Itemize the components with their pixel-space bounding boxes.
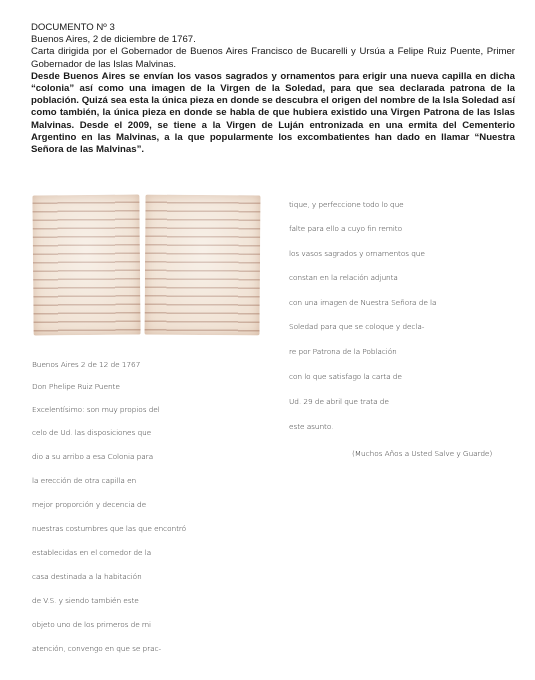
document-header	[31, 22, 515, 156]
transcription-line: tique, y perfeccione todo lo que	[289, 200, 404, 209]
signature-line: (Muchos Años a Usted Salve y Guarde)	[352, 449, 493, 458]
transcription-line: establecidas en el comedor de la	[32, 548, 152, 557]
transcription-line: celo de Ud. las disposiciones que	[32, 428, 152, 437]
transcription-line: Soledad para que se coloque y decla-	[289, 322, 425, 331]
transcription-line: re por Patrona de la Población	[289, 347, 397, 356]
transcription-line: mejor proporción y decencia de	[32, 500, 147, 509]
manuscript-photo-right	[145, 195, 261, 336]
transcription-line: Ud. 29 de abril que trata de	[289, 397, 389, 406]
document-description: Carta dirigida por el Gobernador de Buenos Aires Francisco de Bucarelli y Ursúa a Felipe Ruiz Puente, Primer Gobernador de las Islas Malvinas.	[31, 46, 515, 70]
transcription-line: de V.S. y siendo también este	[32, 596, 139, 605]
transcription-line: Excelentísimo: son muy propios del	[32, 405, 160, 414]
transcription-line: la erección de otra capilla en	[32, 476, 137, 485]
transcription-line: este asunto.	[289, 422, 334, 431]
transcription-line: con una imagen de Nuestra Señora de la	[289, 298, 437, 307]
document-place-date: Buenos Aires, 2 de diciembre de 1767.	[31, 34, 196, 46]
transcription-line: constan en la relación adjunta	[289, 273, 398, 282]
transcription-line: dio a su arribo a esa Colonia para	[32, 452, 154, 461]
transcription-line: falte para ello a cuyo fin remito	[289, 224, 402, 233]
transcription-line: objeto uno de los primeros de mi	[32, 620, 151, 629]
document-summary: Desde Buenos Aires se envían los vasos sagrados y ornamentos para erigir una nueva capilla en dicha “colonia” así como una imagen de la Virgen de la Soledad, para que sea declarada patrona de la población. Quizá sea esta la única pieza en donde se descubra el origen del nombre de la Isla Soledad así como también, la única pieza en donde se habla de que hubiera existido una Virgen Patrona de las Islas Malvinas. Desde el 2009, se tiene a la Virgen de Luján entronizada en una ermita del Cementerio Argentino en las Malvinas, a la que popularmente los excombatientes han dado en llamar “Nuestra Señora de las Malvinas”.	[31, 70, 515, 156]
transcription-line: los vasos sagrados y ornamentos que	[289, 249, 425, 258]
manuscript-photo-left	[32, 195, 140, 336]
transcription-line: Don Phelipe Ruiz Puente	[32, 382, 120, 391]
transcription-line: casa destinada a la habitación	[32, 572, 142, 581]
transcription-line: Buenos Aires 2 de 12 de 1767	[32, 360, 141, 369]
transcription-line: atención, convengo en que se prac-	[32, 644, 162, 653]
transcription-line: con lo que satisfago la carta de	[289, 372, 402, 381]
transcription-line: nuestras costumbres que las que encontró	[32, 524, 187, 533]
document-number: DOCUMENTO Nº 3	[31, 22, 115, 33]
